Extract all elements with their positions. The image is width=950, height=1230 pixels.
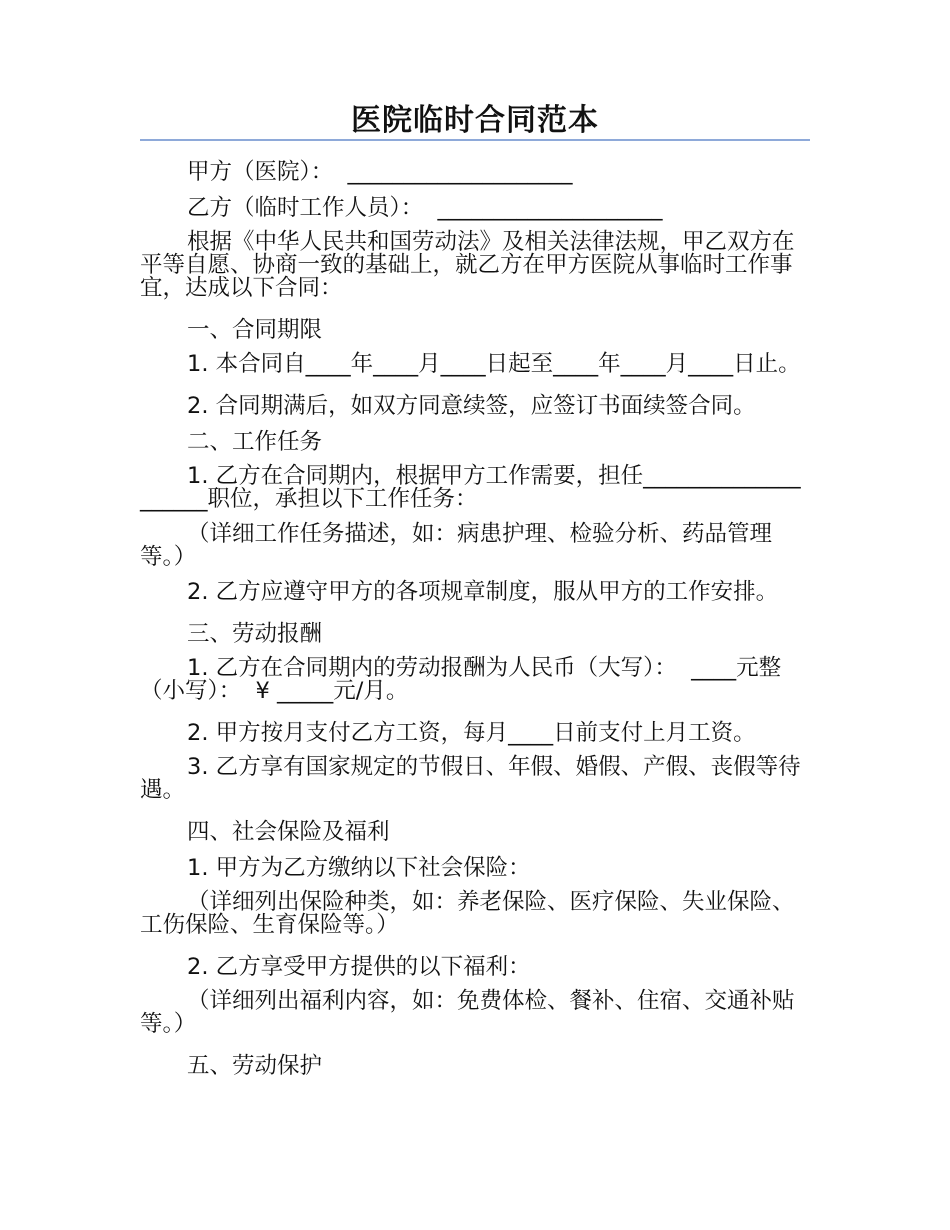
clause-tasks-1: 1. 乙方在合同期内，根据甲方工作需要，担任____________________职位，承担以下工作任务： (140, 463, 801, 512)
section-heading-tasks: 二、工作任务 (187, 429, 323, 455)
section-heading-term: 一、合同期限 (187, 317, 323, 343)
preamble-paragraph: 根据《中华人民共和国劳动法》及相关法律法规，甲乙双方在平等自愿、协商一致的基础上，就乙方在甲方医院从事临时工作事宜，达成以下合同： (140, 229, 795, 301)
party-b-line: 乙方（临时工作人员）： ____________________ (187, 195, 663, 221)
clause-tasks-2: 2. 乙方应遵守甲方的各项规章制度，服从甲方的工作安排。 (187, 579, 779, 605)
title-underline (140, 139, 810, 141)
clause-tasks-note: （详细工作任务描述，如：病患护理、检验分析、药品管理等。） (140, 521, 773, 570)
clause-pay-2: 2. 甲方按月支付乙方工资，每月____日前支付上月工资。 (187, 720, 756, 746)
section-heading-insurance: 四、社会保险及福利 (187, 819, 390, 845)
clause-pay-3: 3. 乙方享有国家规定的节假日、年假、婚假、产假、丧假等待遇。 (140, 754, 801, 803)
clause-term-1: 1. 本合同自____年____月____日起至____年____月____日止。 (187, 351, 801, 377)
party-a-line: 甲方（医院）： ____________________ (187, 159, 573, 185)
clause-insurance-2: 2. 乙方享受甲方提供的以下福利： (187, 954, 531, 980)
clause-insurance-note: （详细列出保险种类，如：养老保险、医疗保险、失业保险、工伤保险、生育保险等。） (140, 889, 795, 938)
document-title: 医院临时合同范本 (351, 103, 599, 138)
section-heading-pay: 三、劳动报酬 (187, 621, 323, 647)
section-heading-protection: 五、劳动保护 (187, 1053, 323, 1079)
clause-term-2: 2. 合同期满后，如双方同意续签，应签订书面续签合同。 (187, 393, 756, 419)
clause-insurance-1: 1. 甲方为乙方缴纳以下社会保险： (187, 855, 531, 881)
clause-pay-1: 1. 乙方在合同期内的劳动报酬为人民币（大写）： ____元整（小写）： ¥ _____元/月。 (140, 655, 782, 704)
document-body (140, 154, 810, 1084)
clause-benefits-note: （详细列出福利内容，如：免费体检、餐补、住宿、交通补贴等。） (140, 988, 795, 1037)
